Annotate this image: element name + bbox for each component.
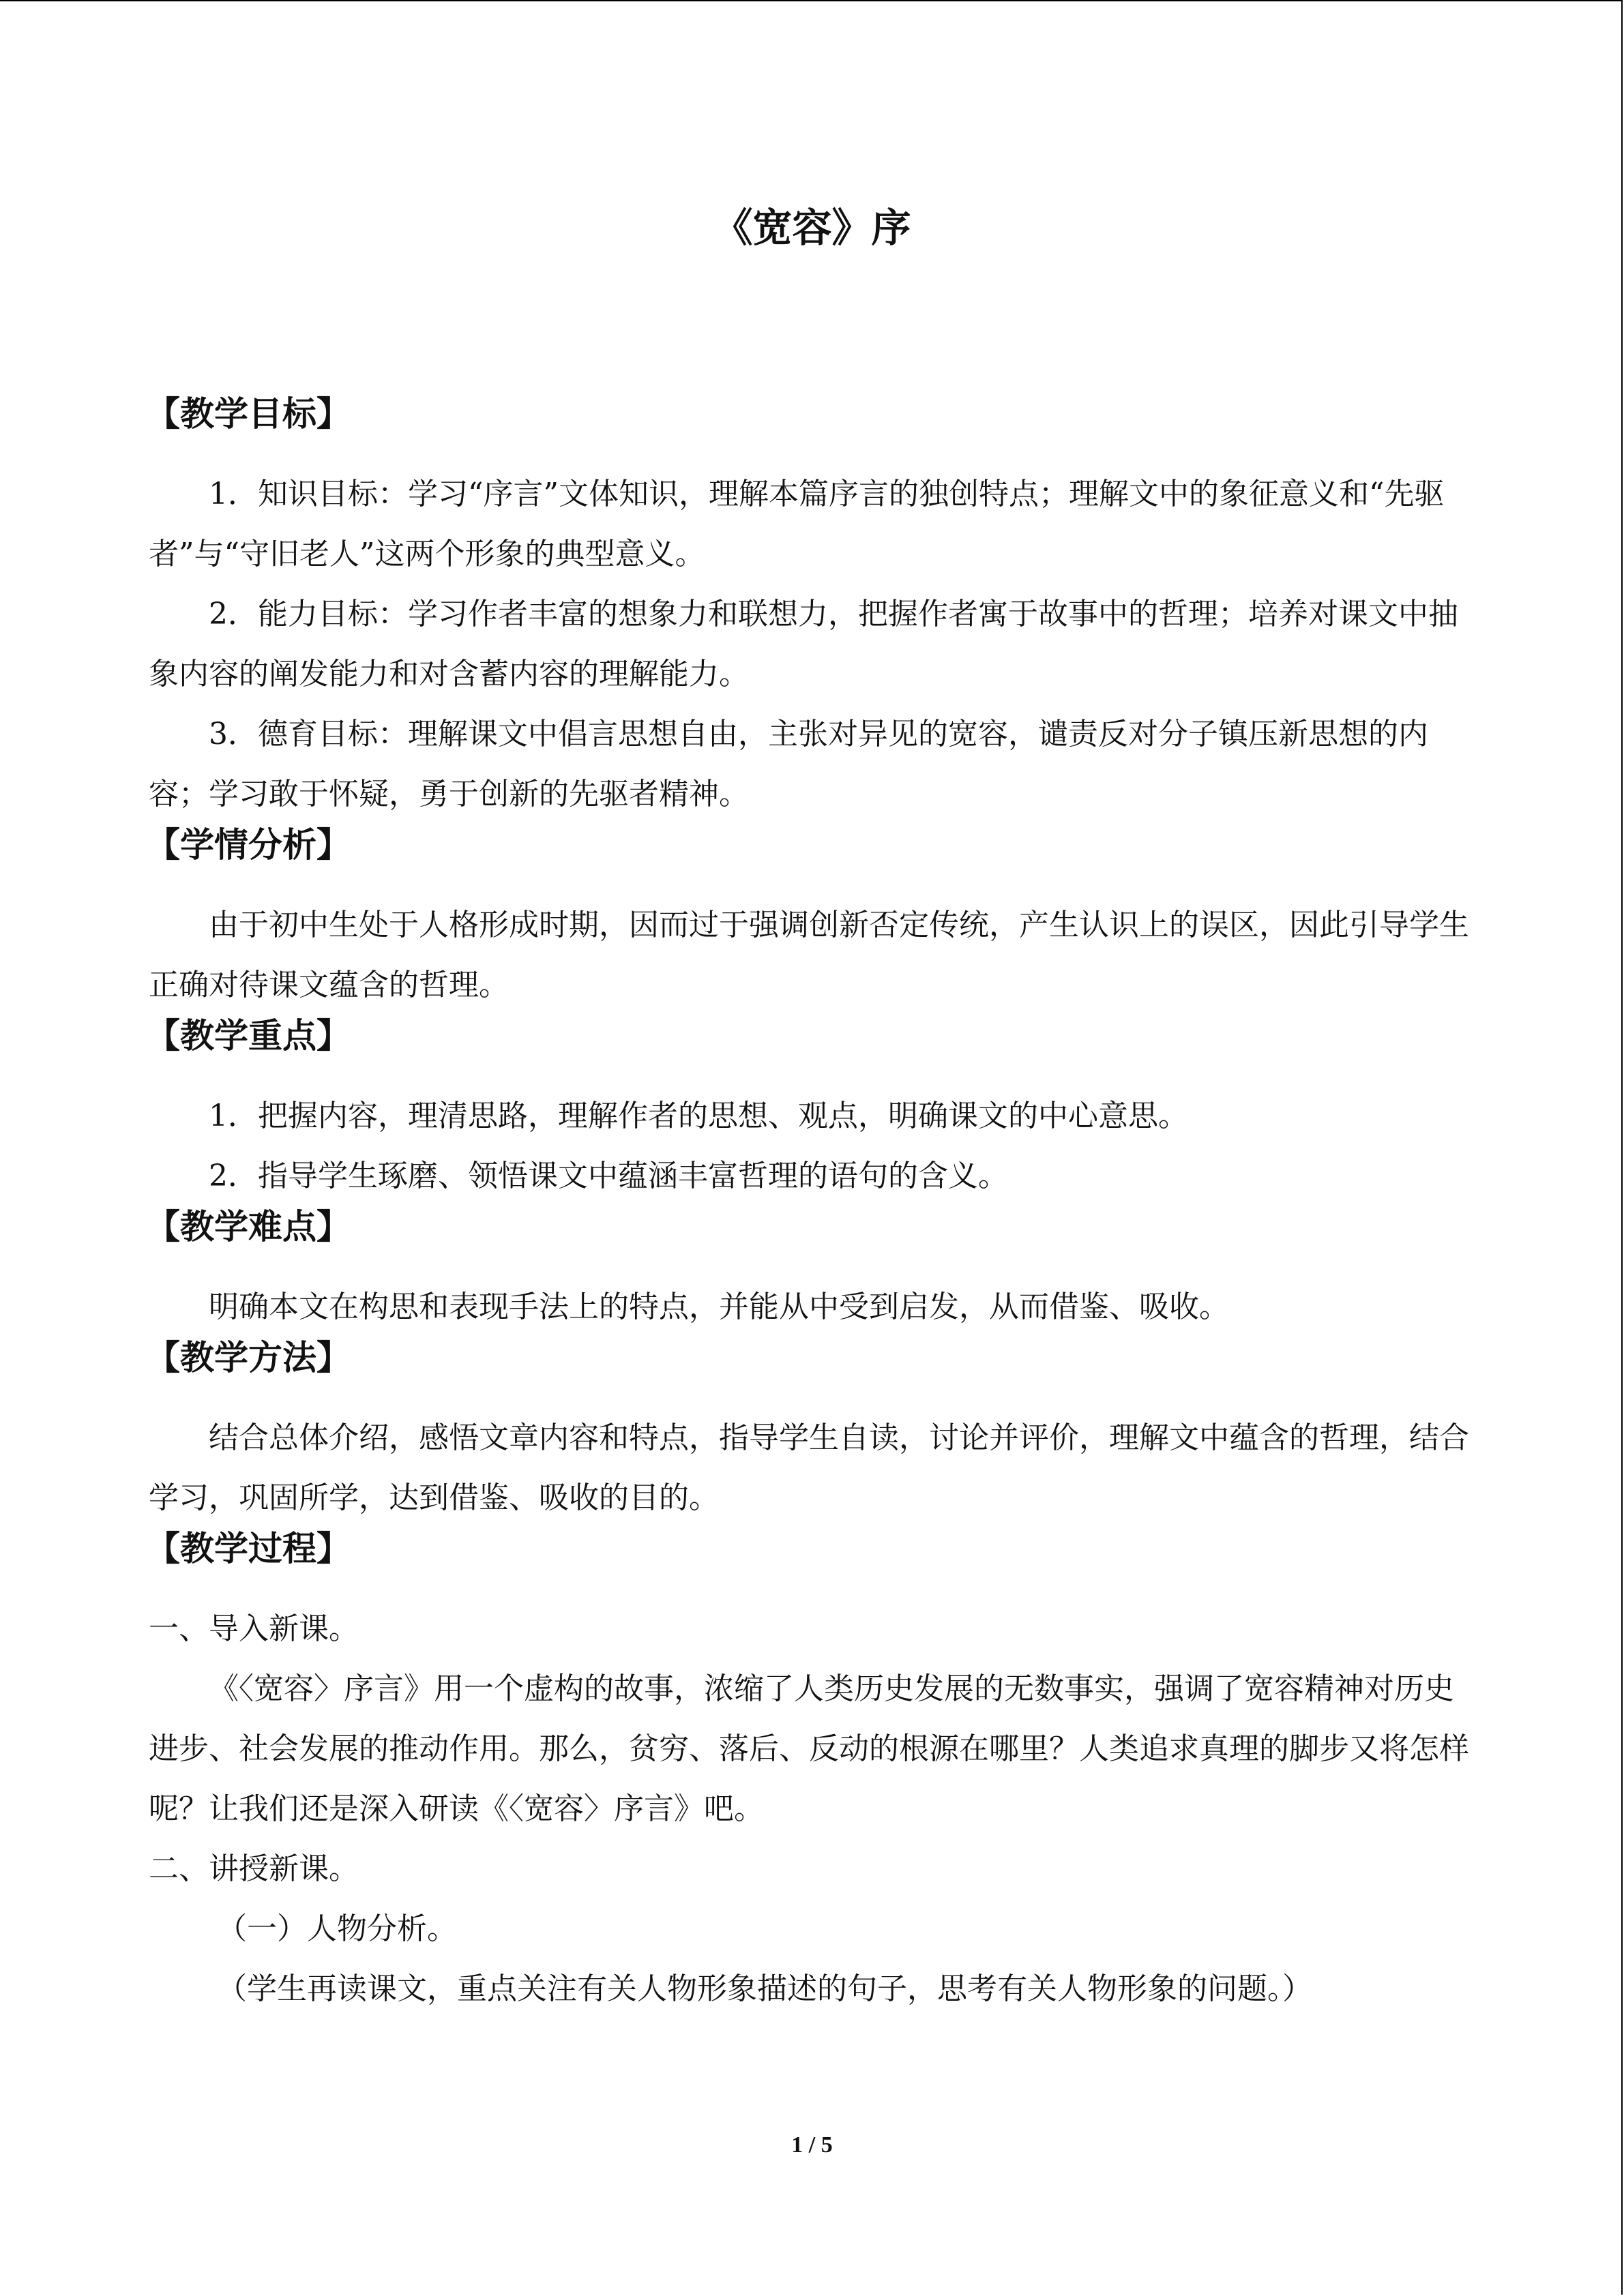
document-title: 《宽容》序 — [713, 205, 911, 251]
section-teaching-process — [146, 1528, 1475, 2019]
substep-label: （一）人物分析。 — [217, 1911, 457, 1946]
section-heading: 【教学难点】 — [146, 1206, 351, 1247]
paragraph: 1．知识目标：学习“序言”文体知识，理解本篇序言的独创特点；理解文中的象征意义和“先驱者”与“守旧老人”这两个形象的典型意义。 — [149, 476, 1445, 571]
paragraph: 2．指导学生琢磨、领悟课文中蕴涵丰富哲理的语句的含义。 — [209, 1158, 1008, 1193]
step-label: 二、讲授新课。 — [149, 1851, 359, 1886]
paragraph: 结合总体介绍，感悟文章内容和特点，指导学生自读，讨论并评价，理解文中蕴含的哲理，结合学习，巩固所学，达到借鉴、吸收的目的。 — [149, 1420, 1469, 1515]
section-heading: 【教学过程】 — [146, 1528, 351, 1568]
paragraph: 2．能力目标：学习作者丰富的想象力和联想力，把握作者寓于故事中的哲理；培养对课文中抽象内容的阐发能力和对含蓄内容的理解能力。 — [149, 596, 1458, 691]
section-heading: 【教学目标】 — [146, 393, 351, 434]
paragraph: 3．德育目标：理解课文中倡言思想自由，主张对异见的宽容，谴责反对分子镇压新思想的内容；学习敢于怀疑，勇于创新的先驱者精神。 — [149, 716, 1428, 811]
section-learner-analysis — [146, 824, 1475, 1015]
section-teaching-objectives — [146, 393, 1475, 824]
paragraph: 由于初中生处于人格形成时期，因而过于强调创新否定传统，产生认识上的误区，因此引导学生正确对待课文蕴含的哲理。 — [149, 907, 1469, 1002]
section-heading: 【教学重点】 — [146, 1015, 351, 1056]
section-heading: 【教学方法】 — [146, 1337, 351, 1377]
substep-note: （学生再读课文，重点关注有关人物形象描述的句子，思考有关人物形象的问题。） — [217, 1971, 1312, 2006]
step-label: 一、导入新课。 — [149, 1611, 359, 1646]
section-heading: 【学情分析】 — [146, 824, 351, 865]
page-number: 1 / 5 — [791, 2132, 833, 2158]
document-body — [146, 205, 1475, 2019]
section-difficulties — [146, 1206, 1475, 1337]
section-key-points — [146, 1015, 1475, 1206]
paragraph: 明确本文在构思和表现手法上的特点，并能从中受到启发，从而借鉴、吸收。 — [209, 1289, 1229, 1324]
paragraph: 《〈宽容〉序言》用一个虚构的故事，浓缩了人类历史发展的无数事实，强调了宽容精神对历史进步、社会发展的推动作用。那么，贫穷、落后、反动的根源在哪里？人类追求真理的脚步又将怎样呢？让我们还是深入研读《〈宽容〉序言》吧。 — [149, 1671, 1469, 1826]
paragraph: 1．把握内容，理清思路，理解作者的思想、观点，明确课文的中心意思。 — [209, 1098, 1188, 1133]
section-teaching-methods — [146, 1337, 1475, 1528]
